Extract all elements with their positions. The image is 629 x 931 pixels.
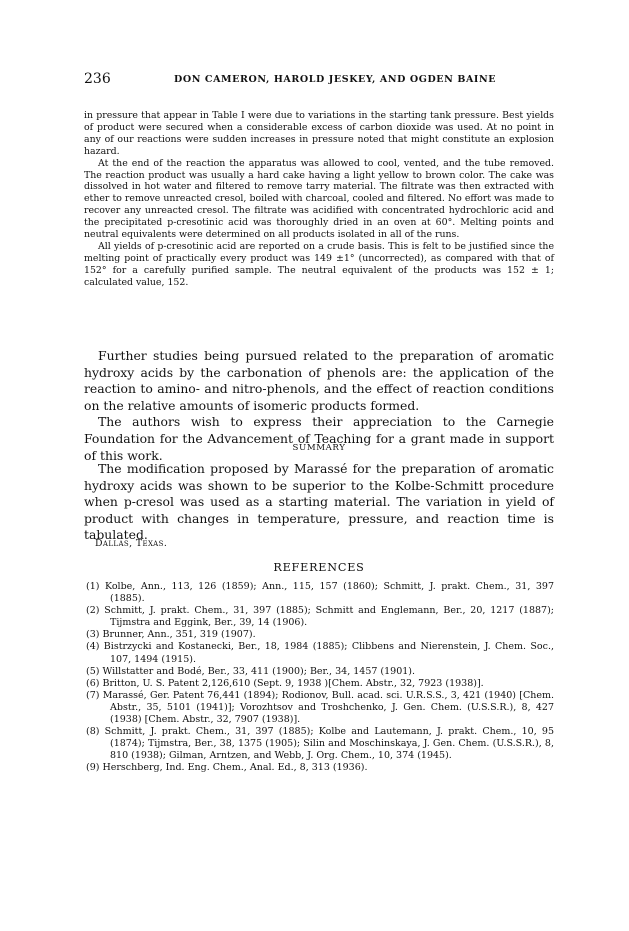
paragraph: Further studies being pursued related to the preparation of aromatic hydroxy acids by the carbonation of phenols are: the application of the reaction to amino- and nitro-phenols, and the effect of reaction conditions on the relative amounts of isomeric products formed.	[84, 348, 554, 413]
location-line: Dallas, Texas.	[95, 538, 168, 549]
experimental-text	[84, 110, 554, 289]
reference-item: (3) Brunner, Ann., 351, 319 (1907).	[86, 629, 256, 641]
reference-item: (4) Bistrzycki and Kostanecki, Ber., 18, 1984 (1885); Clibbens and Nierenstein, J. Chem. Soc., 107, 1494 (1915).	[86, 641, 554, 665]
reference-item: (2) Schmitt, J. prakt. Chem., 31, 397 (1885); Schmitt and Englemann, Ber., 20, 1217 (1887); Tijmstra and Eggink, Ber., 39, 14 (1906).	[86, 605, 554, 629]
references-list	[84, 581, 554, 775]
paragraph: in pressure that appear in Table I were due to variations in the starting tank pressure. Best yields of product were secured when a considerable excess of carbon dioxide was used. At no point in any of our reactions were sudden increases in pressure noted that might constitute an explosion hazard.	[84, 110, 554, 157]
summary-heading: SUMMARY	[292, 443, 346, 453]
paragraph: At the end of the reaction the apparatus was allowed to cool, vented, and the tube removed. The reaction product was usually a hard cake having a light yellow to brown color. The cake was dissolved in hot water and filtered to remove tarry material. The filtrate was then extracted with ether to remove unreacted cresol, boiled with charcoal, cooled and filtered. No effort was made to recover any unreacted cresol. The filtrate was acidified with concentrated hydrochloric acid and the precipitated p-cresotinic acid was thoroughly dried in an oven at 60°. Melting points and neutral equivalents were determined on all products isolated in all of the runs.	[84, 157, 554, 241]
page-header	[84, 71, 554, 91]
paragraph: All yields of p-cresotinic acid are reported on a crude basis. This is felt to be justified since the melting point of practically every product was 149 ±1° (uncorrected), as compared with that of 152° for a carefully purified sample. The neutral equivalent of the products was 152 ± 1; calculated value, 152.	[84, 240, 554, 288]
page-number: 236	[84, 71, 111, 87]
reference-item: (5) Willstatter and Bodé, Ber., 33, 411 (1900); Ber., 34, 1457 (1901).	[86, 665, 416, 677]
paragraph: The modification proposed by Marassé for the preparation of aromatic hydroxy acids was shown to be superior to the Kolbe-Schmitt procedure when p-cresol was used as a starting material. The variation in yield of product with changes in temperature, pressure, and reaction time is tabulated.	[84, 461, 554, 543]
references-heading: REFERENCES	[273, 561, 365, 574]
reference-item: (1) Kolbe, Ann., 113, 126 (1859); Ann., 115, 157 (1860); Schmitt, J. prakt. Chem., 31, 397 (1885).	[86, 581, 554, 605]
running-head: DON CAMERON, HAROLD JESKEY, AND OGDEN BAINE	[174, 74, 497, 85]
reference-item: (8) Schmitt, J. prakt. Chem., 31, 397 (1885); Kolbe and Lautemann, J. prakt. Chem., 10, 95 (1874); Tijmstra, Ber., 38, 1375 (1905); Silin and Moschinskaya, J. Gen. Chem. (U.S.S.R.), 8, 810 (1938); Gilman, Arntzen, and Webb, J. Org. Chem., 10, 374 (1945).	[86, 726, 554, 762]
reference-item: (7) Marassé, Ger. Patent 76,441 (1894); Rodionov, Bull. acad. sci. U.R.S.S., 3, 421 (1940) [Chem. Abstr., 35, 5101 (1941)]; Vorozhtsov and Troshchenko, J. Gen. Chem. (U.S.S.R.), 8, 427 (1938) [Chem. Abstr., 32, 7907 (1938)].	[86, 689, 554, 726]
reference-item: (6) Britton, U. S. Patent 2,126,610 (Sept. 9, 1938 )[Chem. Abstr., 32, 7923 (1938)].	[86, 677, 484, 689]
reference-item: (9) Herschberg, Ind. Eng. Chem., Anal. Ed., 8, 313 (1936).	[86, 762, 368, 774]
summary-text	[84, 461, 554, 544]
paragraph: The authors wish to express their appreciation to the Carnegie Foundation for the Advancement of Teaching for a grant made in support of this work.	[84, 414, 554, 463]
